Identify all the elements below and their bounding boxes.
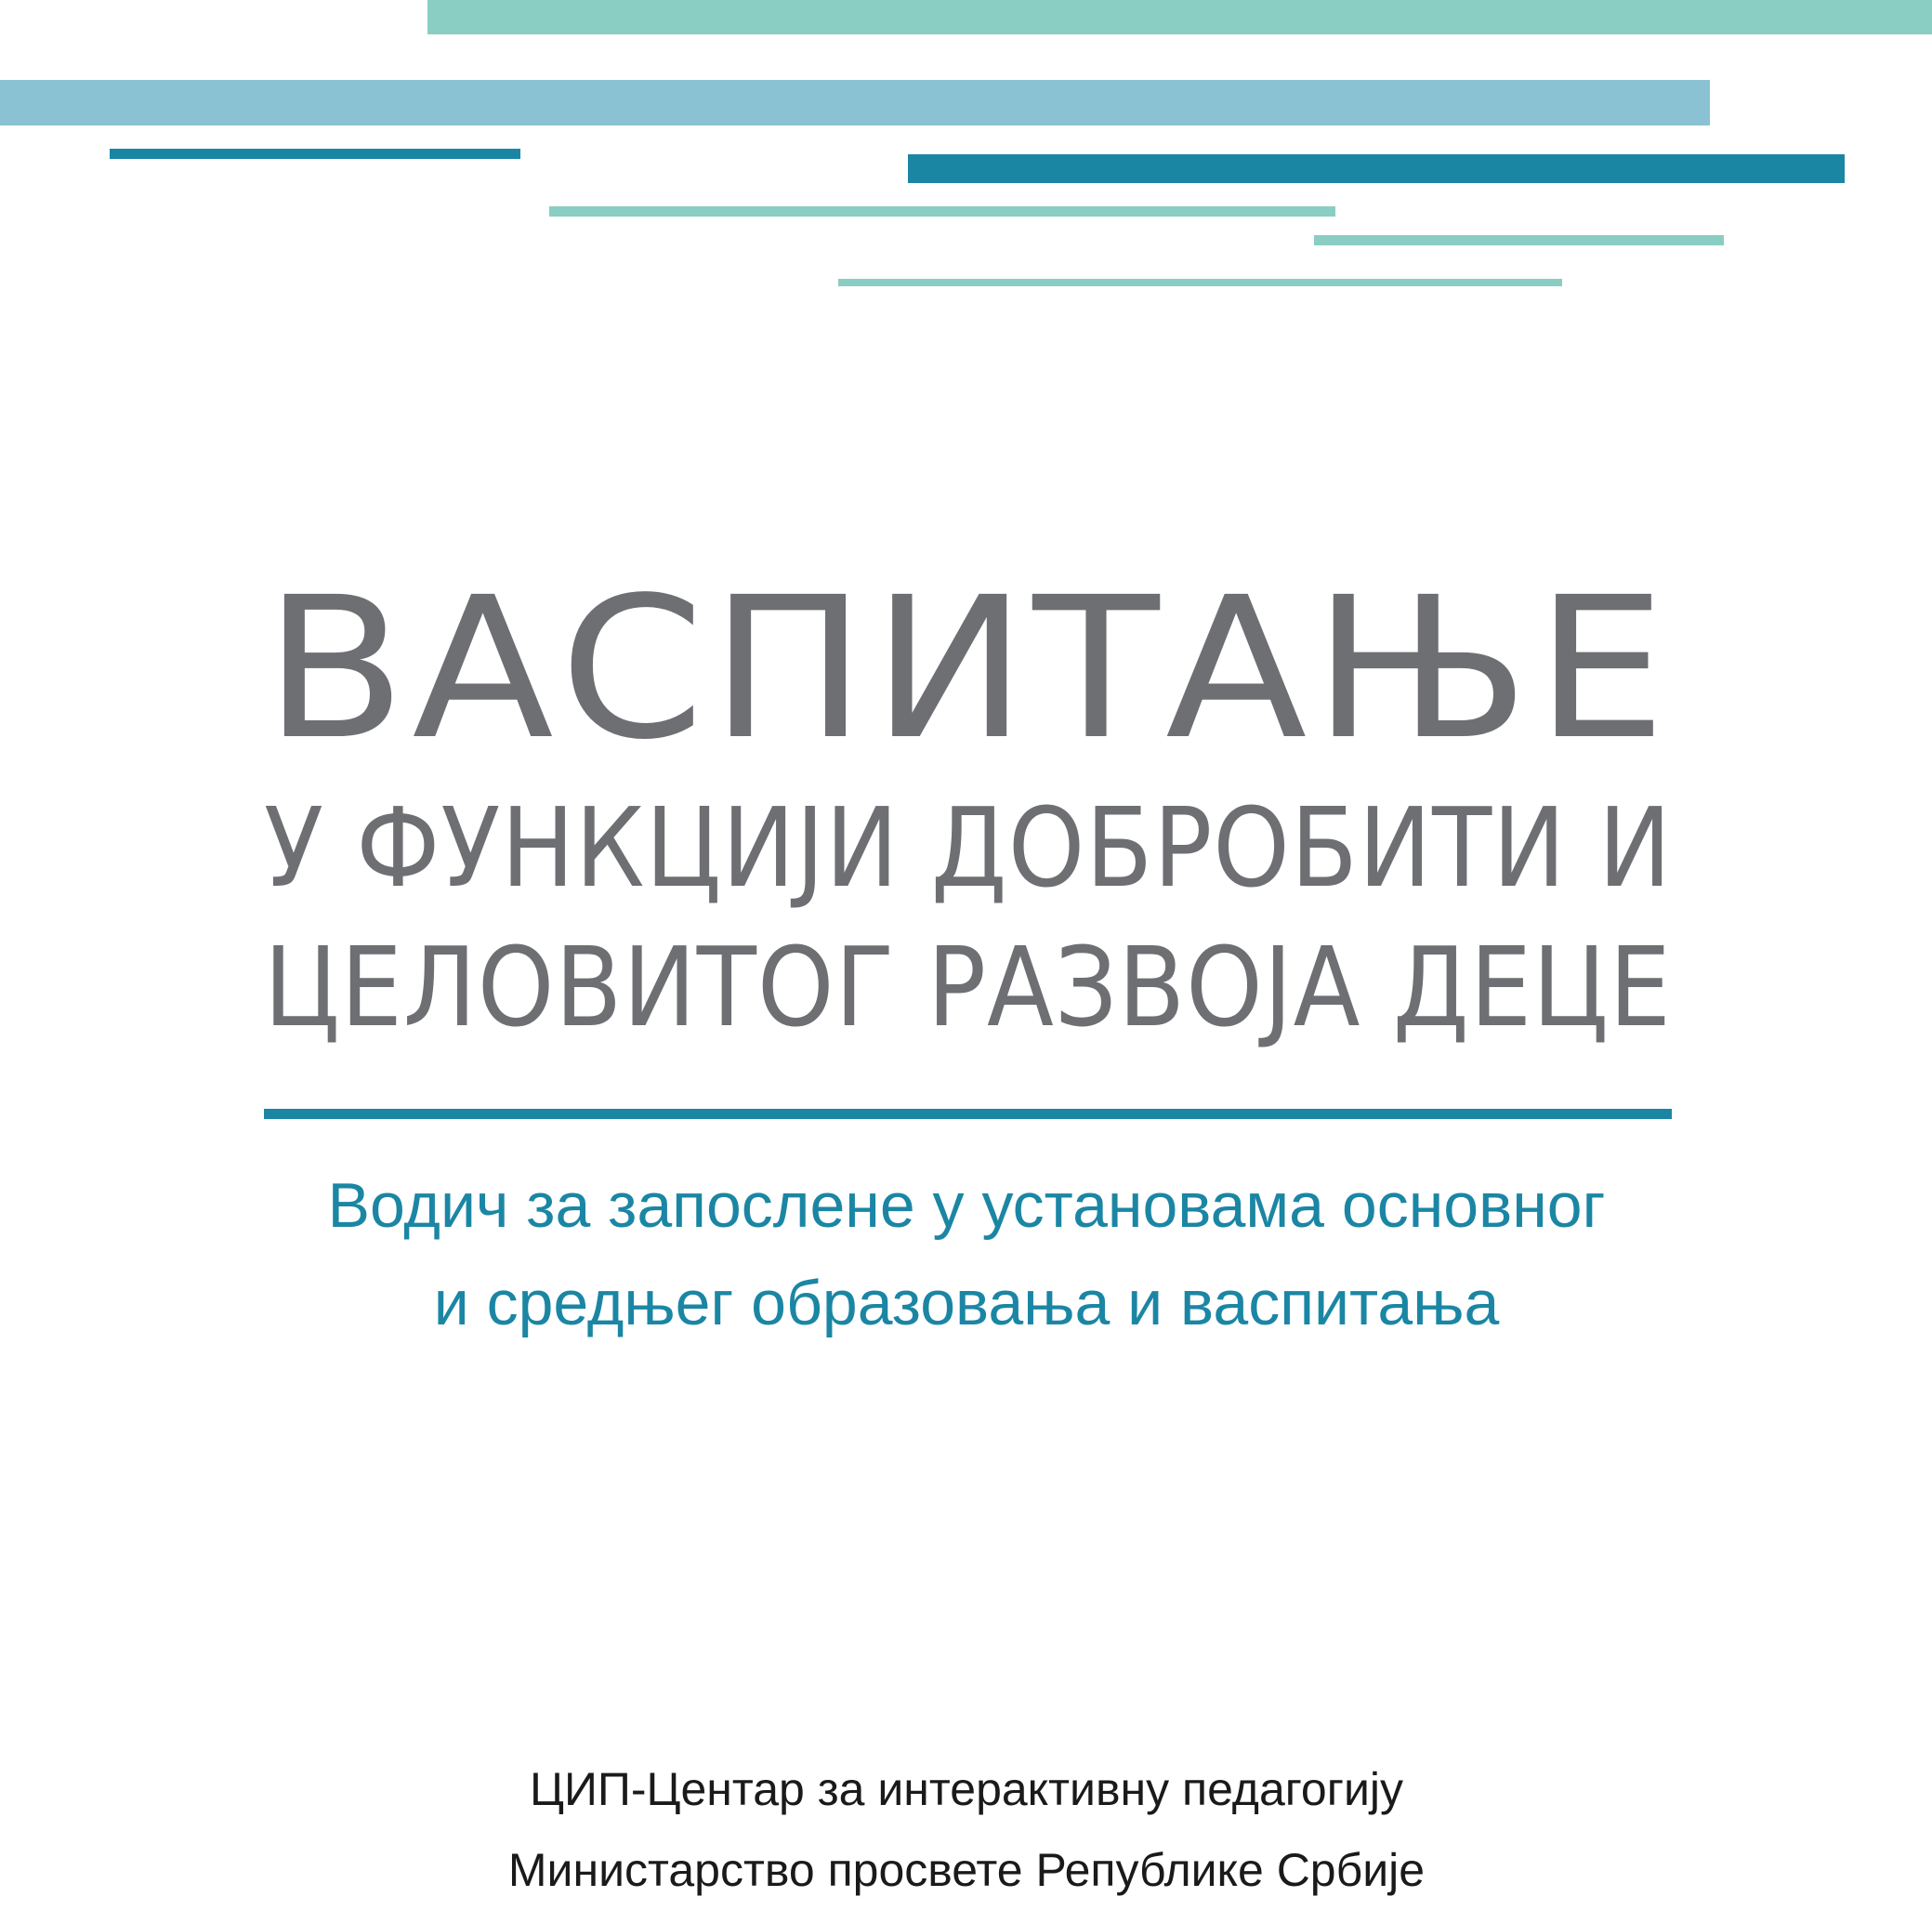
decor-stripe-4 — [908, 154, 1845, 183]
decor-stripe-6 — [1314, 235, 1724, 245]
publisher-2: Министарство просвете Републике Србије — [507, 1844, 1426, 1896]
subtitle-line-2: и средњег образовања и васпитања — [433, 1268, 1500, 1338]
title-line-2: У ФУНКЦИЈИ ДОБРОБИТИ И — [264, 784, 1673, 912]
decor-stripe-3 — [110, 149, 520, 159]
publisher-1: ЦИП-Центар за интерактивну педагогију — [529, 1763, 1403, 1815]
title-main: ВАСПИТАЊЕ — [264, 555, 1673, 783]
subtitle-line-1: Водич за запослене у установама основног — [327, 1170, 1606, 1241]
title-divider — [264, 1109, 1672, 1119]
decor-stripe-2 — [0, 80, 1710, 125]
title-line-3: ЦЕЛОВИТОГ РАЗВОЈА ДЕЦЕ — [264, 923, 1672, 1051]
decor-stripe-5 — [549, 206, 1335, 217]
decor-stripe-7 — [838, 279, 1562, 286]
decor-stripe-1 — [427, 0, 1932, 34]
